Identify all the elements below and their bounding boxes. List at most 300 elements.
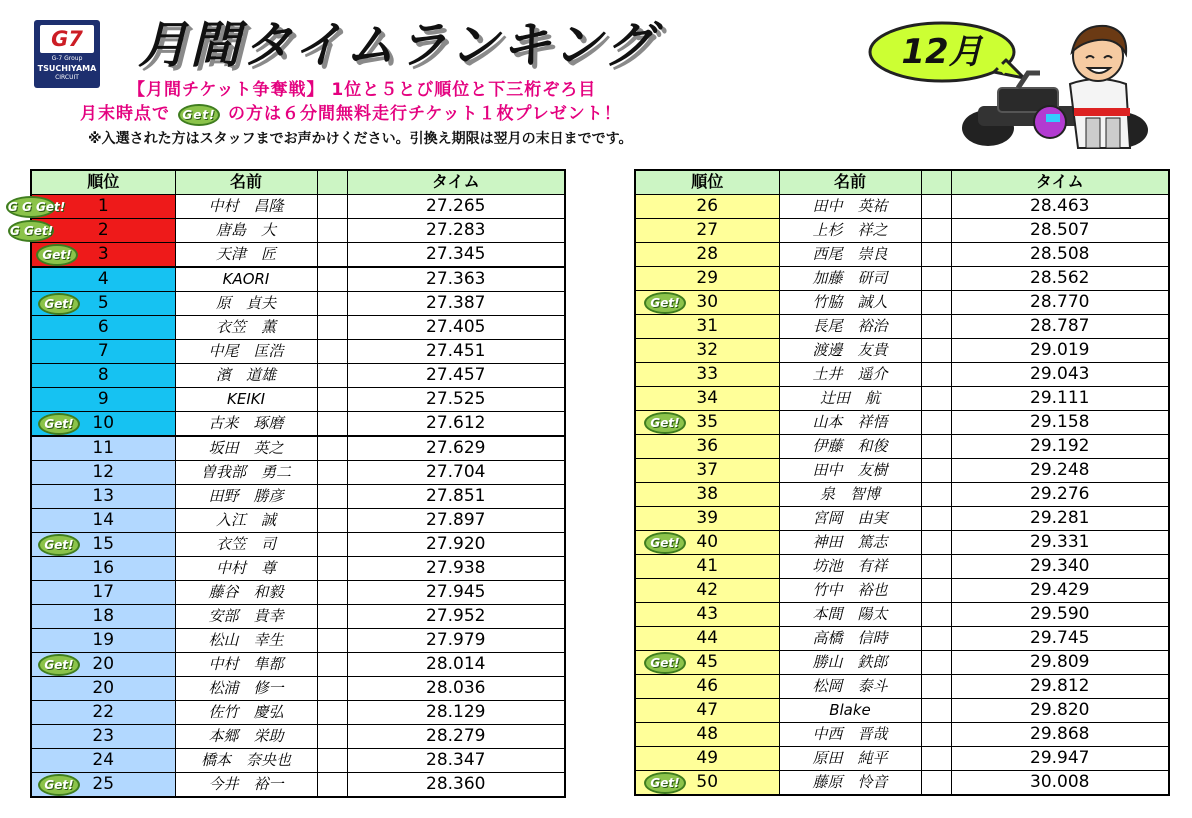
rank-value: 50: [696, 771, 719, 792]
rank-value: 32: [696, 339, 719, 360]
rank-cell: [635, 242, 779, 266]
table-row: [31, 652, 565, 676]
spacer-cell: [921, 506, 951, 530]
driver-name: 天津 匠: [175, 242, 317, 267]
rank-value: 12: [92, 461, 115, 482]
table-row: [635, 314, 1169, 338]
driver-name: 加藤 研司: [779, 266, 921, 290]
driver-name: 伊藤 和俊: [779, 434, 921, 458]
rank-cell: [31, 532, 175, 556]
rank-value: 42: [696, 579, 719, 600]
rank-cell: [635, 266, 779, 290]
driver-name: 勝山 鉄郎: [779, 650, 921, 674]
rank-value: 8: [97, 364, 109, 385]
table-row: [635, 674, 1169, 698]
rank-value: 40: [696, 531, 719, 552]
promo-line1: 【月間チケット争奪戦】 1位と５とび順位と下三桁ぞろ目: [128, 80, 597, 100]
logo-sub: CIRCUIT: [55, 74, 79, 81]
rank-cell: [635, 314, 779, 338]
lap-time: 29.590: [951, 602, 1169, 626]
spacer-cell: [317, 411, 347, 436]
spacer-cell: [317, 363, 347, 387]
rank-value: 30: [696, 291, 719, 312]
table-row: [31, 772, 565, 797]
spacer-cell: [317, 194, 347, 218]
rank-cell: [31, 339, 175, 363]
get-badge-icon: Get!: [38, 774, 80, 796]
rank-cell: [31, 652, 175, 676]
lap-time: 29.745: [951, 626, 1169, 650]
rank-cell: [635, 650, 779, 674]
table-row: [635, 194, 1169, 218]
rank-value: 20: [92, 653, 115, 674]
driver-name: 田中 友樹: [779, 458, 921, 482]
table-row: [635, 362, 1169, 386]
lap-time: 28.347: [347, 748, 565, 772]
lap-time: 29.809: [951, 650, 1169, 674]
table-row: [635, 458, 1169, 482]
driver-name: 橋本 奈央也: [175, 748, 317, 772]
driver-name: 田野 勝彦: [175, 484, 317, 508]
spacer-cell: [921, 530, 951, 554]
rank-cell: [31, 411, 175, 436]
driver-name: 竹脇 誠人: [779, 290, 921, 314]
spacer-cell: [921, 362, 951, 386]
spacer-cell: [921, 266, 951, 290]
rank-value: 11: [92, 437, 115, 458]
driver-name: 衣笠 薫: [175, 315, 317, 339]
table-row: [31, 339, 565, 363]
table-row: [635, 482, 1169, 506]
table-row: [31, 194, 565, 218]
lap-time: 27.363: [347, 267, 565, 292]
table-row: [635, 434, 1169, 458]
spacer-cell: [921, 650, 951, 674]
rank-value: 41: [696, 555, 719, 576]
rank-value: 38: [696, 483, 719, 504]
driver-name: 唐島 大: [175, 218, 317, 242]
get-badge-icon: Get!: [644, 652, 686, 674]
lap-time: 27.265: [347, 194, 565, 218]
table-row: [31, 387, 565, 411]
rank-value: 35: [696, 411, 719, 432]
rank-cell: [31, 508, 175, 532]
lap-time: 27.612: [347, 411, 565, 436]
driver-name: 坂田 英之: [175, 436, 317, 461]
rank-value: 36: [696, 435, 719, 456]
header-rank: 順位: [635, 170, 779, 194]
rank-cell: [31, 628, 175, 652]
rank-value: 7: [97, 340, 109, 361]
rank-cell: [635, 746, 779, 770]
driver-name: 安部 貴幸: [175, 604, 317, 628]
rank-cell: [635, 506, 779, 530]
rank-value: 48: [696, 723, 719, 744]
lap-time: 29.331: [951, 530, 1169, 554]
rank-value: 37: [696, 459, 719, 480]
driver-name: KEIKI: [175, 387, 317, 411]
lap-time: 29.111: [951, 386, 1169, 410]
table-row: [31, 436, 565, 461]
rank-cell: [31, 700, 175, 724]
logo-mark: G7: [40, 25, 94, 53]
driver-name: 中村 隼都: [175, 652, 317, 676]
spacer-cell: [317, 700, 347, 724]
driver-name: 入江 誠: [175, 508, 317, 532]
header-name: 名前: [175, 170, 317, 194]
spacer-cell: [921, 410, 951, 434]
table-row: [31, 724, 565, 748]
logo-name: TSUCHIYAMA: [37, 64, 97, 73]
spacer-cell: [317, 218, 347, 242]
rank-value: 27: [696, 219, 719, 240]
get-badge-icon: Get!: [38, 534, 80, 556]
table-row: [635, 386, 1169, 410]
rank-value: 13: [92, 485, 115, 506]
rank-value: 28: [696, 243, 719, 264]
table-row: [31, 748, 565, 772]
rank-value: 24: [92, 749, 115, 770]
rank-value: 31: [696, 315, 719, 336]
rank-cell: [31, 556, 175, 580]
rank-cell: [635, 338, 779, 362]
lap-time: 27.387: [347, 291, 565, 315]
mascot-kart-illustration: [958, 18, 1158, 153]
header-name: 名前: [779, 170, 921, 194]
rank-cell: [635, 482, 779, 506]
spacer-cell: [921, 194, 951, 218]
promo-line2: [80, 102, 860, 126]
table-row: [635, 746, 1169, 770]
lap-time: 29.429: [951, 578, 1169, 602]
spacer-cell: [921, 458, 951, 482]
spacer-cell: [921, 290, 951, 314]
rank-cell: [635, 626, 779, 650]
header-time: タイム: [347, 170, 565, 194]
rank-value: 9: [97, 388, 109, 409]
spacer-cell: [921, 434, 951, 458]
rank-value: 39: [696, 507, 719, 528]
rank-cell: [8, 194, 175, 218]
spacer-cell: [921, 386, 951, 410]
table-row: [31, 700, 565, 724]
table-header-row: [635, 170, 1169, 194]
table-row: [635, 506, 1169, 530]
circuit-logo: [34, 20, 100, 88]
driver-name: 今井 裕一: [175, 772, 317, 797]
lap-time: 27.920: [347, 532, 565, 556]
table-row: [31, 363, 565, 387]
lap-time: 29.812: [951, 674, 1169, 698]
lap-time: 29.019: [951, 338, 1169, 362]
table-row: [31, 218, 565, 242]
rank-value: 20: [92, 677, 115, 698]
lap-time: 27.851: [347, 484, 565, 508]
lap-time: 27.897: [347, 508, 565, 532]
rank-value: 19: [92, 629, 115, 650]
rank-cell: [635, 386, 779, 410]
spacer-cell: [317, 508, 347, 532]
spacer-cell: [921, 554, 951, 578]
driver-name: 土井 遥介: [779, 362, 921, 386]
rank-cell: [31, 748, 175, 772]
driver-name: 原 貞夫: [175, 291, 317, 315]
driver-name: 本間 陽太: [779, 602, 921, 626]
lap-time: 29.158: [951, 410, 1169, 434]
get-badge-icon: Get!: [38, 413, 80, 435]
rank-cell: [31, 772, 175, 797]
get-badge-icon: Get!: [644, 772, 686, 794]
rank-cell: [635, 722, 779, 746]
table-row: [31, 676, 565, 700]
rank-value: 47: [696, 699, 719, 720]
rank-value: 44: [696, 627, 719, 648]
get-badge-icon: Get!: [644, 412, 686, 434]
spacer-cell: [921, 626, 951, 650]
lap-time: 29.276: [951, 482, 1169, 506]
rank-cell: [635, 362, 779, 386]
rank-value: 6: [97, 316, 109, 337]
lap-time: 28.360: [347, 772, 565, 797]
table-row: [635, 698, 1169, 722]
rank-cell: [635, 578, 779, 602]
lap-time: 29.820: [951, 698, 1169, 722]
lap-time: 27.451: [347, 339, 565, 363]
spacer-cell: [317, 242, 347, 267]
driver-name: 佐竹 慶弘: [175, 700, 317, 724]
get-badge-icon: Get!: [38, 293, 80, 315]
driver-name: 松山 幸生: [175, 628, 317, 652]
driver-name: 原田 純平: [779, 746, 921, 770]
rank-value: 23: [92, 725, 115, 746]
spacer-cell: [317, 460, 347, 484]
rank-cell: [31, 676, 175, 700]
lap-time: 28.770: [951, 290, 1169, 314]
spacer-cell: [317, 532, 347, 556]
rank-cell: [31, 724, 175, 748]
lap-time: 27.629: [347, 436, 565, 461]
rank-cell: [635, 674, 779, 698]
spacer-cell: [317, 628, 347, 652]
driver-name: 高橋 信時: [779, 626, 921, 650]
spacer-cell: [317, 724, 347, 748]
table-row: [635, 554, 1169, 578]
table-row: [31, 556, 565, 580]
driver-name: 松浦 修一: [175, 676, 317, 700]
get-badge-icon: Get!: [38, 654, 80, 676]
driver-name: 中西 晋哉: [779, 722, 921, 746]
driver-name: 泉 智博: [779, 482, 921, 506]
spacer-cell: [317, 580, 347, 604]
lap-time: 28.014: [347, 652, 565, 676]
rank-value: 3: [97, 243, 109, 264]
spacer-cell: [921, 674, 951, 698]
driver-name: 本郷 栄助: [175, 724, 317, 748]
rank-value: 43: [696, 603, 719, 624]
rank-cell: [635, 458, 779, 482]
month-label: 12月: [901, 32, 983, 72]
get-badge-inline: [178, 102, 220, 126]
spacer-cell: [921, 722, 951, 746]
lap-time: 28.463: [951, 194, 1169, 218]
table-header-row: [31, 170, 565, 194]
table-row: [635, 338, 1169, 362]
lap-time: 28.129: [347, 700, 565, 724]
spacer-cell: [921, 770, 951, 795]
table-row: [31, 604, 565, 628]
spacer-cell: [317, 339, 347, 363]
table-row: [635, 650, 1169, 674]
table-row: [635, 266, 1169, 290]
lap-time: 28.279: [347, 724, 565, 748]
spacer-cell: [921, 602, 951, 626]
lap-time: 29.043: [951, 362, 1169, 386]
rank-value: 2: [97, 219, 109, 240]
rank-value: 18: [92, 605, 115, 626]
driver-name: 西尾 崇良: [779, 242, 921, 266]
spacer-cell: [317, 436, 347, 461]
lap-time: 27.704: [347, 460, 565, 484]
rank-value: 25: [92, 773, 115, 794]
driver-name: 藤原 怜音: [779, 770, 921, 795]
rank-cell: [635, 434, 779, 458]
driver-name: 衣笠 司: [175, 532, 317, 556]
driver-name: 田中 英祐: [779, 194, 921, 218]
rank-cell: [31, 436, 175, 461]
rank-value: 34: [696, 387, 719, 408]
table-row: [31, 484, 565, 508]
driver-name: 中村 昌隆: [175, 194, 317, 218]
rank-cell: [31, 363, 175, 387]
spacer-cell: [317, 556, 347, 580]
rank-cell: [31, 580, 175, 604]
table-row: [635, 602, 1169, 626]
lap-time: 27.938: [347, 556, 565, 580]
table-row: [31, 628, 565, 652]
spacer-cell: [317, 315, 347, 339]
spacer-cell: [317, 676, 347, 700]
get-badge-icon: Get!: [178, 104, 220, 126]
driver-name: 神田 篤志: [779, 530, 921, 554]
lap-time: 29.281: [951, 506, 1169, 530]
driver-name: 濱 道雄: [175, 363, 317, 387]
driver-name: 古来 琢磨: [175, 411, 317, 436]
spacer-cell: [317, 748, 347, 772]
rank-cell: [635, 602, 779, 626]
driver-name: Blake: [779, 698, 921, 722]
get-badge-icon: G G Get!: [6, 196, 56, 218]
driver-name: 辻田 航: [779, 386, 921, 410]
spacer-cell: [921, 698, 951, 722]
rank-value: 10: [92, 412, 115, 433]
rank-cell: [31, 315, 175, 339]
rank-value: 45: [696, 651, 719, 672]
lap-time: 29.868: [951, 722, 1169, 746]
spacer-cell: [921, 482, 951, 506]
header-time: タイム: [951, 170, 1169, 194]
get-badge-icon: G Get!: [8, 220, 54, 242]
lap-time: 27.457: [347, 363, 565, 387]
header-gap: [317, 170, 347, 194]
table-row: [635, 530, 1169, 554]
lap-time: 27.283: [347, 218, 565, 242]
spacer-cell: [921, 218, 951, 242]
driver-name: 竹中 裕也: [779, 578, 921, 602]
spacer-cell: [317, 604, 347, 628]
ranking-table-right: [634, 169, 1170, 796]
table-row: [635, 626, 1169, 650]
rank-cell: [10, 218, 175, 242]
rank-value: 26: [696, 195, 719, 216]
table-row: [31, 460, 565, 484]
table-row: [31, 291, 565, 315]
rank-cell: [635, 554, 779, 578]
table-row: [635, 290, 1169, 314]
lap-time: 29.340: [951, 554, 1169, 578]
table-row: [635, 722, 1169, 746]
driver-name: 渡邊 友貴: [779, 338, 921, 362]
rank-value: 4: [97, 268, 109, 289]
rank-value: 17: [92, 581, 115, 602]
driver-name: 中村 尊: [175, 556, 317, 580]
rank-cell: [635, 290, 779, 314]
lap-time: 28.787: [951, 314, 1169, 338]
rank-value: 33: [696, 363, 719, 384]
lap-time: 27.345: [347, 242, 565, 267]
table-row: [635, 770, 1169, 795]
lap-time: 27.405: [347, 315, 565, 339]
promo-line2-before: 月末時点で: [80, 104, 170, 124]
rank-cell: [31, 387, 175, 411]
get-badge-icon: Get!: [644, 292, 686, 314]
lap-time: 27.945: [347, 580, 565, 604]
table-row: [31, 580, 565, 604]
rank-cell: [635, 770, 779, 795]
spacer-cell: [317, 267, 347, 292]
rank-cell: [31, 267, 175, 292]
get-badge-icon: Get!: [644, 532, 686, 554]
rank-cell: [31, 604, 175, 628]
table-row: [635, 410, 1169, 434]
promo-note: ※入選された方はスタッフまでお声かけください。引換え期限は翌月の末日までです。: [88, 131, 633, 147]
lap-time: 28.507: [951, 218, 1169, 242]
rank-cell: [635, 410, 779, 434]
header-gap: [921, 170, 951, 194]
spacer-cell: [317, 652, 347, 676]
rank-value: 49: [696, 747, 719, 768]
driver-name: 曽我部 勇二: [175, 460, 317, 484]
spacer-cell: [921, 578, 951, 602]
driver-name: 長尾 裕治: [779, 314, 921, 338]
driver-name: KAORI: [175, 267, 317, 292]
driver-name: 中尾 匡浩: [175, 339, 317, 363]
rank-value: 5: [97, 292, 109, 313]
lap-time: 30.008: [951, 770, 1169, 795]
rank-cell: [31, 242, 175, 267]
spacer-cell: [317, 484, 347, 508]
rank-value: 14: [92, 509, 115, 530]
table-row: [31, 315, 565, 339]
rank-cell: [31, 460, 175, 484]
lap-time: 27.952: [347, 604, 565, 628]
rank-value: 29: [696, 267, 719, 288]
driver-name: 山本 祥悟: [779, 410, 921, 434]
driver-name: 宮岡 由実: [779, 506, 921, 530]
driver-name: 上杉 祥之: [779, 218, 921, 242]
lap-time: 28.562: [951, 266, 1169, 290]
lap-time: 28.036: [347, 676, 565, 700]
rank-value: 15: [92, 533, 115, 554]
